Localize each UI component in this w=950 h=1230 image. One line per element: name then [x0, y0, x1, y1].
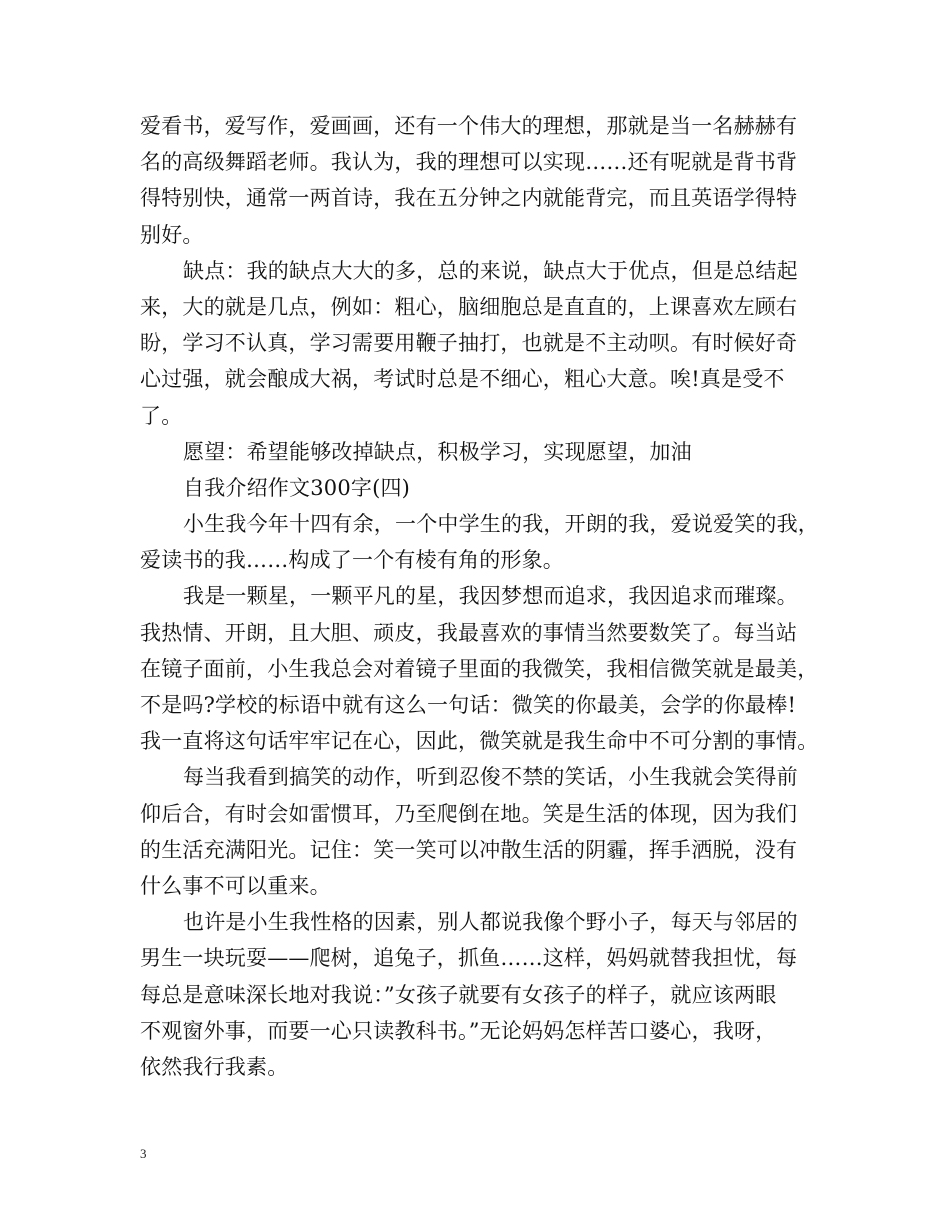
text-line: 自我介绍作文300字(四)	[183, 475, 411, 500]
text-line: 也许是小生我性格的因素，别人都说我像个野小子，每天与邻居的	[183, 910, 798, 935]
text-line: 我是一颗星，一颗平凡的星，我因梦想而追求，我因追求而璀璨。	[183, 584, 798, 609]
text-line: 愿望：希望能够改掉缺点，积极学习，实现愿望，加油	[183, 439, 692, 464]
text-line: 爱读书的我……构成了一个有棱有角的形象。	[140, 548, 564, 573]
text-line: 男生一块玩耍——爬树，追兔子，抓鱼……这样，妈妈就替我担忧，每	[140, 946, 798, 971]
text-line: 心过强，就会酿成大祸，考试时总是不细心，粗心大意。唉!真是受不	[140, 367, 785, 392]
text-line: 我热情、开朗，且大胆、顽皮，我最喜欢的事情当然要数笑了。每当站	[140, 620, 798, 645]
text-line: 小生我今年十四有余，一个中学生的我，开朗的我，爱说爱笑的我，	[183, 512, 819, 537]
text-line: 名的高级舞蹈老师。我认为，我的理想可以实现……还有呢就是背书背	[140, 150, 798, 175]
text-line: 不观窗外事，而要一心只读教科书。”无论妈妈怎样苦口婆心，我呀，	[140, 1018, 777, 1043]
text-line: 爱看书，爱写作，爱画画，还有一个伟大的理想，那就是当一名赫赫有	[140, 114, 798, 138]
text-line: 仰后合，有时会如雷惯耳，乃至爬倒在地。笑是生活的体现，因为我们	[140, 801, 798, 826]
text-line: 得特别快，通常一两首诗，我在五分钟之内就能背完，而且英语学得特	[140, 186, 798, 211]
text-line: 不是吗?学校的标语中就有这么一句话：微笑的你最美，会学的你最棒!	[140, 693, 797, 717]
page-number: 3	[140, 1146, 147, 1161]
text-line: 的生活充满阳光。记住：笑一笑可以冲散生活的阴霾，挥手洒脱，没有	[140, 837, 798, 862]
text-line: 每总是意味深长地对我说：”女孩子就要有女孩子的样子，就应该两眼	[140, 982, 777, 1007]
text-line: 每当我看到搞笑的动作，听到忍俊不禁的笑话，小生我就会笑得前	[183, 765, 798, 790]
text-line: 缺点：我的缺点大大的多，总的来说，缺点大于优点，但是总结起	[183, 258, 798, 283]
text-line: 别好。	[140, 222, 204, 247]
text-line: 了。	[140, 403, 183, 428]
document-body	[140, 108, 820, 1085]
text-line: 来，大的就是几点，例如：粗心，脑细胞总是直直的，上课喜欢左顾右	[140, 294, 798, 319]
text-line: 盼，学习不认真，学习需要用鞭子抽打，也就是不主动呗。有时候好奇	[140, 331, 798, 356]
text-line: 什么事不可以重来。	[140, 873, 331, 898]
text-line: 我一直将这句话牢牢记在心，因此，微笑就是我生命中不可分割的事情。	[140, 729, 819, 754]
text-line: 依然我行我素。	[140, 1054, 289, 1079]
text-line: 在镜子面前，小生我总会对着镜子里面的我微笑，我相信微笑就是最美，	[140, 656, 819, 681]
